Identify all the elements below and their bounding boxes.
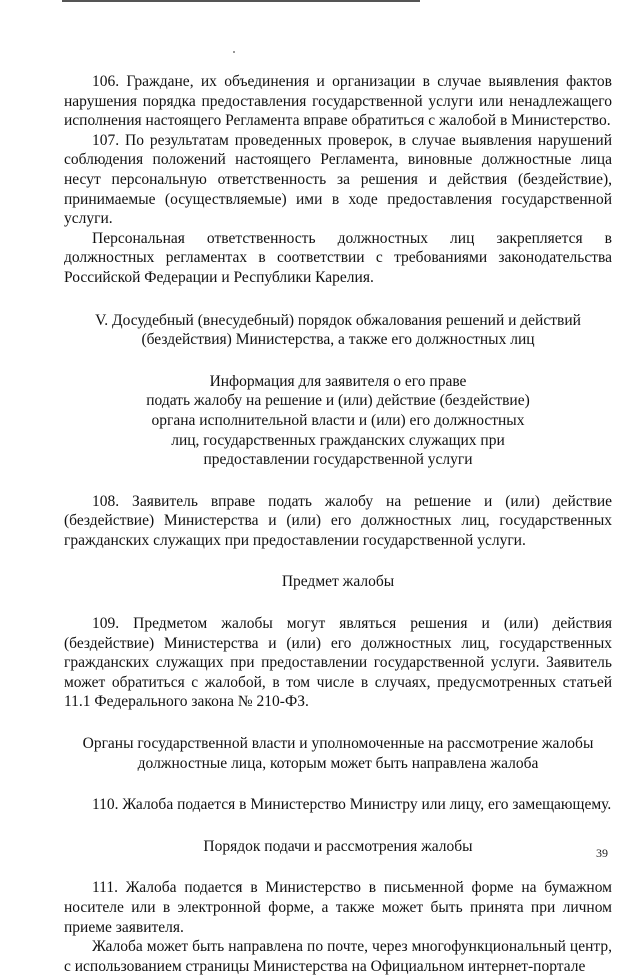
paragraph-111-continued: Жалоба может быть направлена по почте, через многофункциональный центр, с использованием страницы Министерства на Официальном интернет-портале xyxy=(64,938,612,975)
scan-speck xyxy=(233,51,235,53)
paragraph-107: 107. По результатам проведенных проверок, в случае выявления нарушений соблюдения положений настоящего Регламента, виновные должностные лица несут персональную ответственность за решения и действия (бездействие), принимаемые (осуществляемые) ими в ходе предоставления государственной услуги. xyxy=(64,131,612,228)
section-heading: V. Досудебный (внесудебный) порядок обжалования решений и действий (бездействия) Министерства, а также его должностных лиц xyxy=(95,311,581,349)
top-rule xyxy=(62,0,420,2)
paragraph-110: 110. Жалоба подается в Министерство Министру или лицу, его замещающему. xyxy=(92,796,612,814)
info-heading: Информация для заявителя о его праве подать жалобу на решение и (или) действие (бездействие) органа исполнительной власти и (или) его должностных лиц, государственных гражданских служащих при предоставлении государственной услуги xyxy=(146,372,530,469)
paragraph-responsibility: Персональная ответственность должностных лиц закрепляется в должностных регламентах в соответствии с требованиями законодательства Российской Федерации и Республики Карелия. xyxy=(64,229,612,286)
paragraph-108: 108. Заявитель вправе подать жалобу на решение и (или) действие (бездействие) Министерства и (или) его должностных лиц, государственных гражданских служащих при предоставлении государственной услуги. xyxy=(64,492,612,549)
bodies-heading: Органы государственной власти и уполномоченные на рассмотрение жалобы должностные лица, которым может быть направлена жалоба xyxy=(82,735,594,772)
paragraph-106: 106. Граждане, их объединения и организации в случае выявления фактов нарушения порядка предоставления государственной услуги или ненадлежащего исполнения настоящего Регламента вправе обратиться с жалобой в Министерство. xyxy=(64,73,612,130)
paragraph-109: 109. Предметом жалобы могут являться решения и (или) действия (бездействие) Министерства и (или) его должностных лиц, государственных гражданских служащих при предоставлении государственной услуги. Заявитель может обратиться с жалобой, в том числе в случаях, предусмотренных статьей 11.1 Федерального закона № 210-ФЗ. xyxy=(64,615,612,711)
paragraph-111: 111. Жалоба подается в Министерство в письменной форме на бумажном носителе или в электронной форме, а также может быть принята при личном приеме заявителя. xyxy=(64,879,612,936)
page-number: 39 xyxy=(596,846,608,860)
subject-heading: Предмет жалобы xyxy=(281,573,395,591)
procedure-heading: Порядок подачи и рассмотрения жалобы xyxy=(203,837,473,855)
document-body xyxy=(64,72,612,976)
